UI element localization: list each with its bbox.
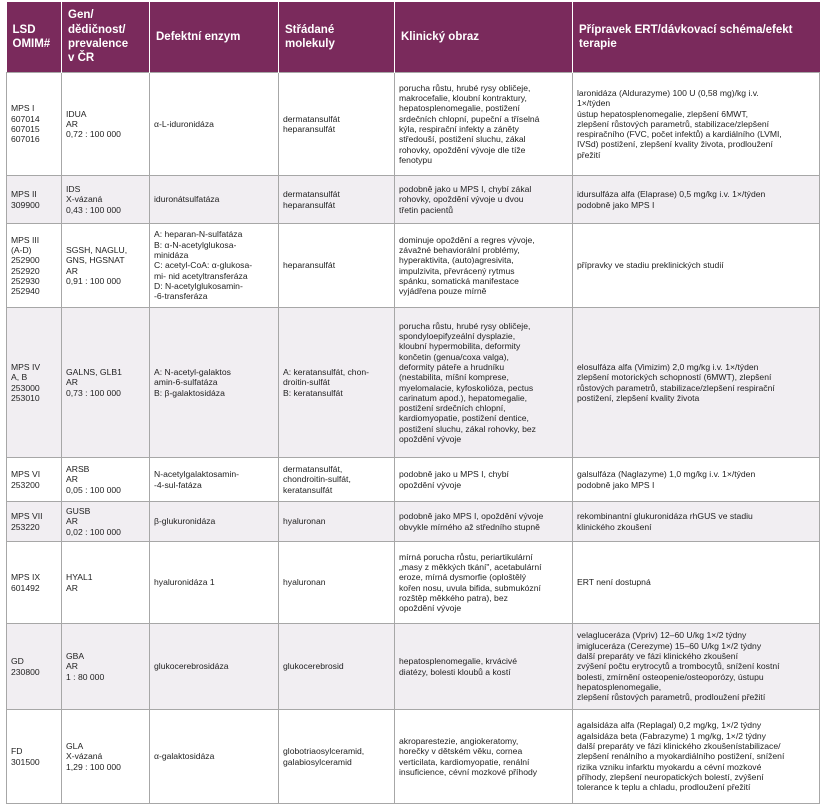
header-gene: Gen/ dědičnost/ prevalence v ČR xyxy=(62,2,150,73)
cell-enzyme: A: heparan-N-sulfatáza B: α-N-acetylglukosa- minidáza C: acetyl-CoA: α-glukosa- mi- nid acetyltransferáza D: N-acetylglukosamin- -6-transferáza xyxy=(150,224,279,308)
cell-ert: velagluceráza (Vpriv) 12–60 U/kg 1×/2 týdny imigluceráza (Cerezyme) 15–60 U/kg 1×/2 týdny další preparáty ve fázi klinického zkoušení zvýšení počtu erytrocytů a trombocytů, snížení kostní bolesti, zmírnění osteopenie/osteoporózy, ústupu hepatosplenomegalie, zlepšení růstových parametrů, prodloužení přežití xyxy=(573,624,820,710)
cell-gene: SGSH, NAGLU, GNS, HGSNAT AR 0,91 : 100 000 xyxy=(62,224,150,308)
cell-gene: IDS X-vázaná 0,43 : 100 000 xyxy=(62,176,150,224)
cell-ert: přípravky ve stadiu preklinických studií xyxy=(573,224,820,308)
cell-gene: GUSB AR 0,02 : 100 000 xyxy=(62,502,150,542)
cell-enzyme: glukocerebrosidáza xyxy=(150,624,279,710)
table-row xyxy=(7,73,820,176)
cell-ert: rekombinantní glukuronidáza rhGUS ve stadiu klinického zkoušení xyxy=(573,502,820,542)
cell-stored: globotriaosylceramid, galabiosylceramid xyxy=(279,710,395,804)
cell-stored: A: keratansulfát, chon- droitin-sulfát B: keratansulfát xyxy=(279,308,395,458)
cell-enzyme: hyaluronidáza 1 xyxy=(150,542,279,624)
cell-lsd: MPS VII 253220 xyxy=(7,502,62,542)
cell-lsd: MPS IX 601492 xyxy=(7,542,62,624)
cell-gene: IDUA AR 0,72 : 100 000 xyxy=(62,73,150,176)
cell-clinical: porucha růstu, hrubé rysy obličeje, spondyloepifyzeální dysplazie, kloubní hypermobilita, deformity končetin (genua/coxa valga), deformity páteře a hrudníku (nestabilita, míšní komprese, myelomalacie, kyfoskolióza, pectus carinatum apod.), hepatomegalie, postižení srdečních chlopní, kardiomyopatie, postižení dentice, postižení sluchu, zákal rohovky, bez opoždění vývoje xyxy=(395,308,573,458)
table-row xyxy=(7,624,820,710)
cell-enzyme: α-galaktosidáza xyxy=(150,710,279,804)
cell-lsd: GD 230800 xyxy=(7,624,62,710)
cell-gene: GALNS, GLB1 AR 0,73 : 100 000 xyxy=(62,308,150,458)
cell-stored: hyaluronan xyxy=(279,502,395,542)
cell-stored: dermatansulfát, chondroitin-sulfát, keratansulfát xyxy=(279,458,395,502)
header-enzyme: Defektní enzym xyxy=(150,2,279,73)
table-row xyxy=(7,710,820,804)
cell-stored: dermatansulfát heparansulfát xyxy=(279,73,395,176)
cell-enzyme: α-L-iduronidáza xyxy=(150,73,279,176)
cell-lsd: FD 301500 xyxy=(7,710,62,804)
cell-clinical: hepatosplenomegalie, krvácivé diatézy, bolesti kloubů a kostí xyxy=(395,624,573,710)
cell-gene: ARSB AR 0,05 : 100 000 xyxy=(62,458,150,502)
cell-enzyme: iduronátsulfatáza xyxy=(150,176,279,224)
cell-enzyme: A: N-acetyl-galaktos amin-6-sulfatáza B: β-galaktosidáza xyxy=(150,308,279,458)
table-row xyxy=(7,458,820,502)
header-clinical: Klinický obraz xyxy=(395,2,573,73)
cell-enzyme: N-acetylgalaktosamin- -4-sul-fatáza xyxy=(150,458,279,502)
cell-stored: dermatansulfát heparansulfát xyxy=(279,176,395,224)
cell-clinical: akroparestezie, angiokeratomy, horečky v dětském věku, cornea verticilata, kardiomyopatie, renální insuficience, cévní mozkové příhody xyxy=(395,710,573,804)
cell-clinical: mírná porucha růstu, periartikulární „masy z měkkých tkání", acetabulární eroze, mírná dysmorfie (oploštělý kořen nosu, uvula bifida, submukózní rozštěp měkkého patra), bez opoždění vývoje xyxy=(395,542,573,624)
table-wrapper xyxy=(6,2,819,804)
header-stored-molecules: Střádané molekuly xyxy=(279,2,395,73)
cell-lsd: MPS IV A, B 253000 253010 xyxy=(7,308,62,458)
cell-stored: glukocerebrosid xyxy=(279,624,395,710)
cell-lsd: MPS III (A-D) 252900 252920 252930 252940 xyxy=(7,224,62,308)
cell-ert: idursulfáza alfa (Elaprase) 0,5 mg/kg i.v. 1×/týden podobně jako MPS I xyxy=(573,176,820,224)
cell-ert: laronidáza (Aldurazyme) 100 U (0,58 mg)/kg i.v. 1×/týden ústup hepatosplenomegalie, zlepšení 6MWT, zlepšení růstových parametrů, stabilizace/zlepšení respiračního (FVC, počet infektů) a kardiálního (LVMI, IVSd) postižení, zlepšení kvality života, prodloužení přežití xyxy=(573,73,820,176)
cell-gene: GBA AR 1 : 80 000 xyxy=(62,624,150,710)
cell-clinical: porucha růstu, hrubé rysy obličeje, makrocefalie, kloubní kontraktury, hepatosplenomegalie, postižení srdečních chlopní, pupeční a tříselná kýla, respirační infekty a záněty středouší, postižení sluchu, zákal rohovky, opoždění vývoje dle tíže fenotypu xyxy=(395,73,573,176)
table-row xyxy=(7,308,820,458)
cell-gene: HYAL1 AR xyxy=(62,542,150,624)
table-row xyxy=(7,502,820,542)
cell-clinical: podobně jako u MPS I, chybí zákal rohovky, opoždění vývoje u dvou třetin pacientů xyxy=(395,176,573,224)
cell-ert: elosulfáza alfa (Vimizim) 2,0 mg/kg i.v. 1×/týden zlepšení motorických schopností (6MWT), zlepšení růstových parametrů, stabilizace/zlepšení respirační postižení, zlepšení kvality života xyxy=(573,308,820,458)
header-ert: Přípravek ERT/dávkovací schéma/efekt terapie xyxy=(573,2,820,73)
cell-ert: galsulfáza (Naglazyme) 1,0 mg/kg i.v. 1×/týden podobně jako MPS I xyxy=(573,458,820,502)
cell-ert: agalsidáza alfa (Replagal) 0,2 mg/kg, 1×/2 týdny agalsidáza beta (Fabrazyme) 1 mg/kg, 1×/2 týdny další preparáty ve fázi klinického zkoušenístabilizace/ zlepšení renálního a myokardiálního postižení, snížení rizika vzniku infarktu myokardu a cévní mozkové příhody, zlepšení neuropatických bolestí, zvýšení tolerance k teplu a chladu, prodloužení přežití xyxy=(573,710,820,804)
table-row xyxy=(7,542,820,624)
cell-lsd: MPS I 607014 607015 607016 xyxy=(7,73,62,176)
cell-clinical: dominuje opoždění a regres vývoje, závažné behaviorální problémy, hyperaktivita, (auto)agresivita, impulzivita, převrácený rytmus spánku, somatická manifestace vyjádřena pouze mírně xyxy=(395,224,573,308)
cell-enzyme: β-glukuronidáza xyxy=(150,502,279,542)
ert-table xyxy=(6,2,820,804)
cell-clinical: podobně jako MPS I, opoždění vývoje obvykle mírného až středního stupně xyxy=(395,502,573,542)
cell-stored: heparansulfát xyxy=(279,224,395,308)
cell-stored: hyaluronan xyxy=(279,542,395,624)
header-lsd: LSD OMIM# xyxy=(7,2,62,73)
cell-gene: GLA X-vázaná 1,29 : 100 000 xyxy=(62,710,150,804)
cell-lsd: MPS II 309900 xyxy=(7,176,62,224)
cell-clinical: podobně jako u MPS I, chybí opoždění vývoje xyxy=(395,458,573,502)
cell-lsd: MPS VI 253200 xyxy=(7,458,62,502)
table-row xyxy=(7,224,820,308)
cell-ert: ERT není dostupná xyxy=(573,542,820,624)
table-row xyxy=(7,176,820,224)
header-row xyxy=(7,2,820,73)
